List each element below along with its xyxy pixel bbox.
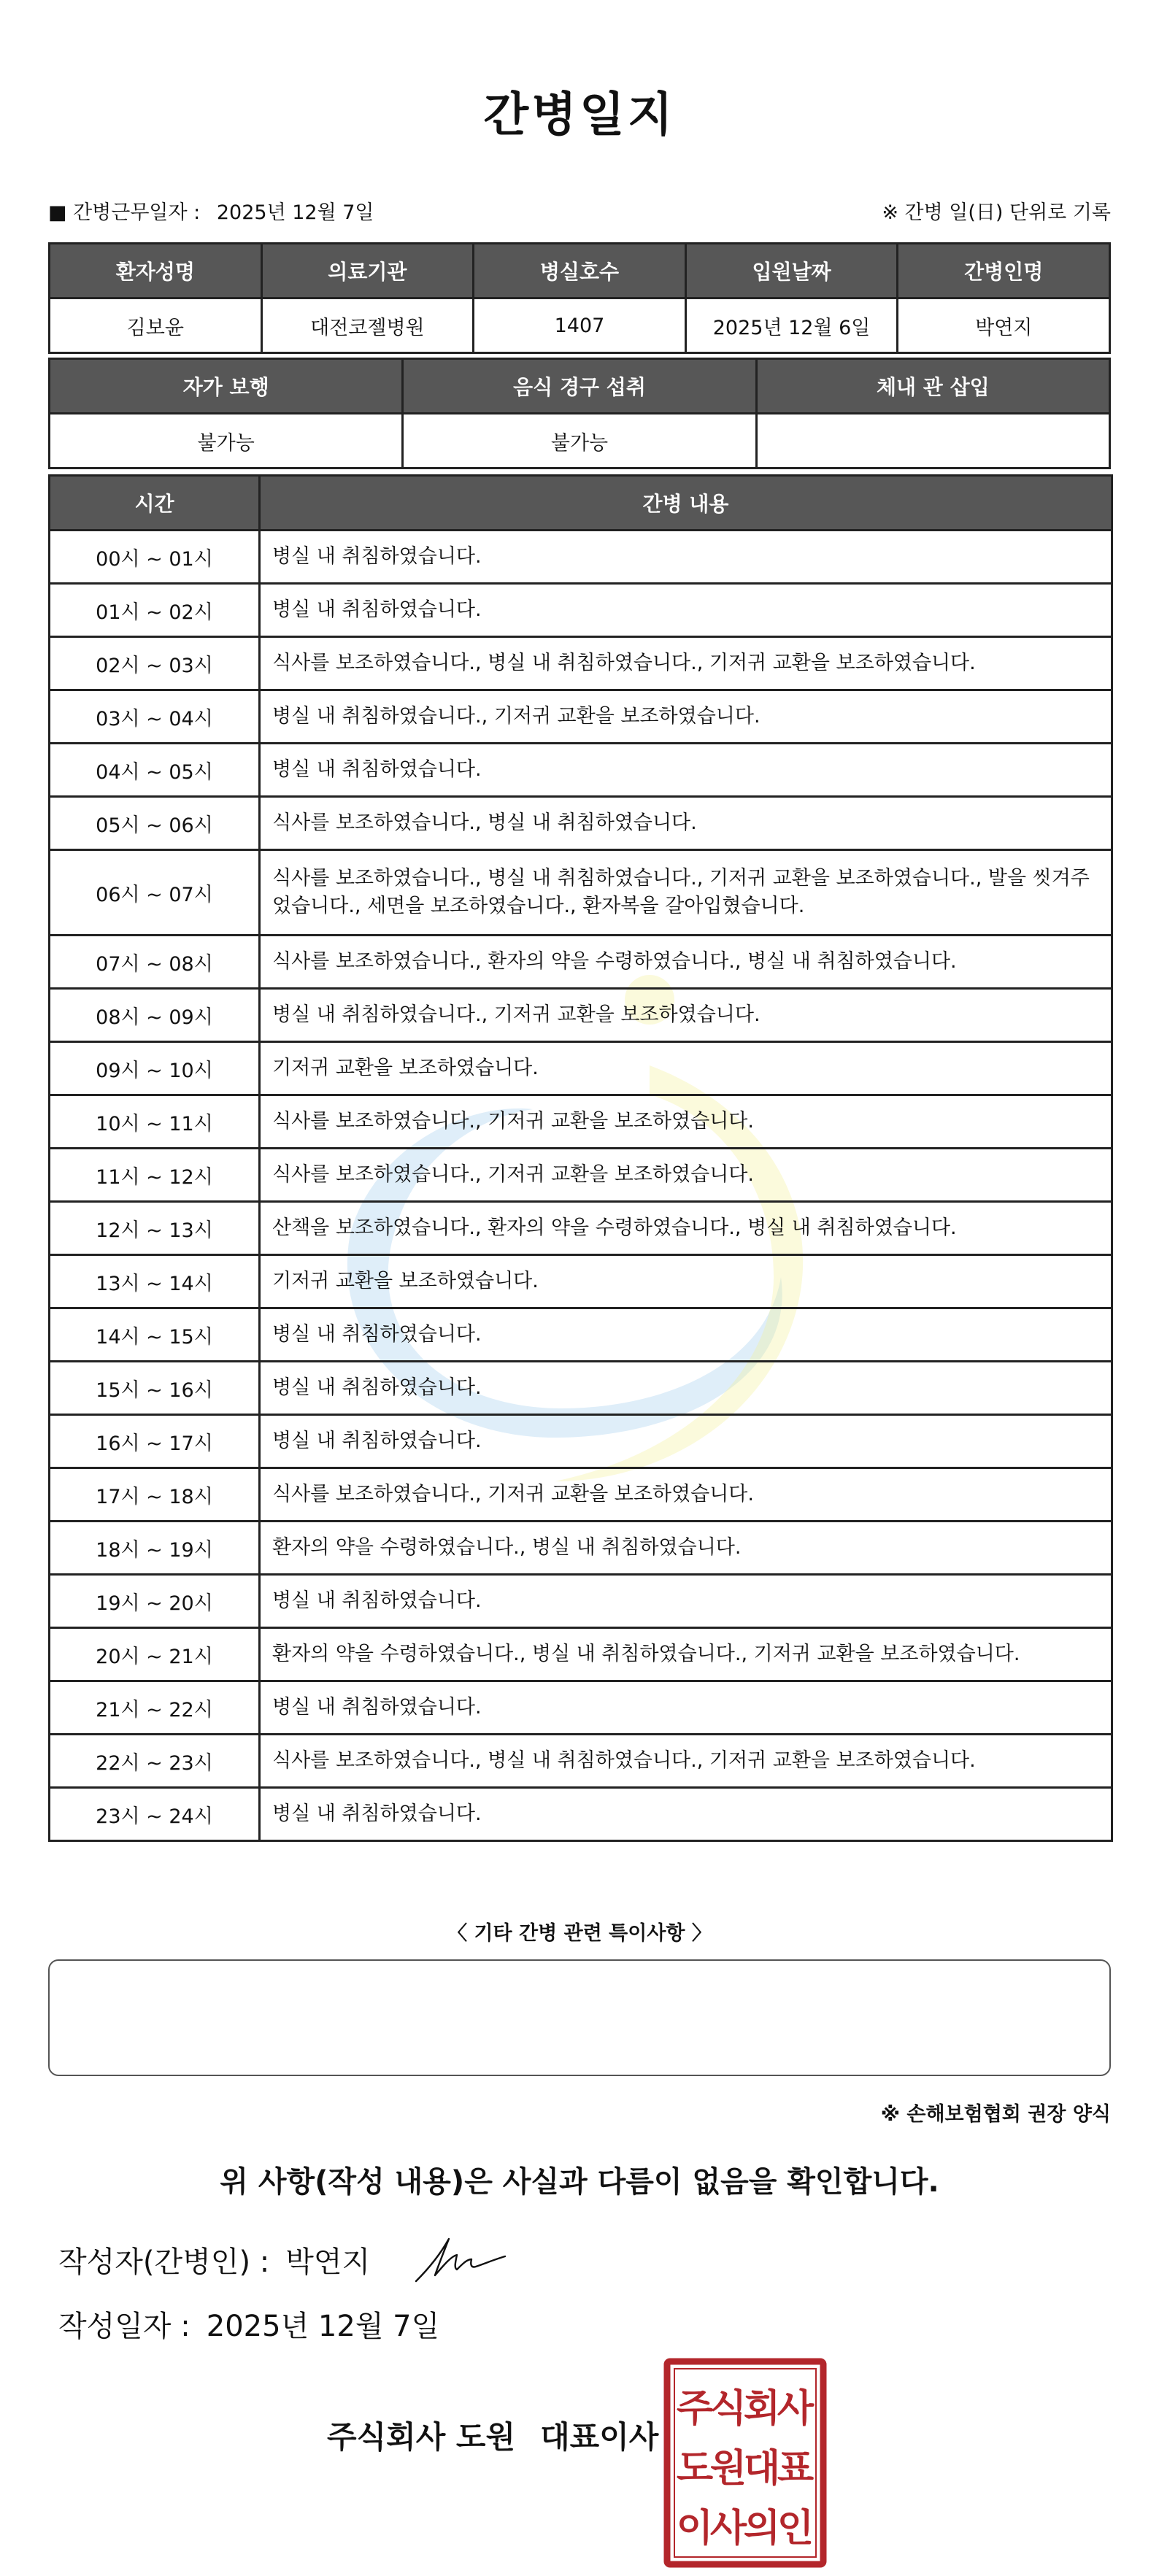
work-date-line (48, 198, 374, 228)
patient-info-header-row (50, 244, 1110, 298)
seal-character: 식 (709, 2387, 747, 2431)
care-log-row (50, 1681, 1112, 1735)
admission-date-value: 2025년 12월 6일 (685, 298, 898, 353)
writer-name: 박연지 (285, 2245, 371, 2279)
seal-character: 사 (777, 2387, 815, 2431)
care-log-time: 14시 ~ 15시 (50, 1308, 260, 1362)
care-log-content: 식사를 보조하였습니다., 병실 내 취침하였습니다., 기저귀 교환을 보조하였습니다. (260, 637, 1112, 690)
seal-character: 이 (676, 2507, 714, 2550)
care-log-time: 04시 ~ 05시 (50, 744, 260, 797)
care-log-content: 병실 내 취침하였습니다., 기저귀 교환을 보조하였습니다. (260, 690, 1112, 744)
care-log-time: 06시 ~ 07시 (50, 850, 260, 936)
oral-intake-value: 불가능 (403, 414, 756, 468)
patient-name-value: 김보윤 (50, 298, 262, 353)
seal-character: 사 (709, 2507, 747, 2550)
care-log-time: 09시 ~ 10시 (50, 1042, 260, 1095)
care-log-content: 식사를 보조하였습니다., 기저귀 교환을 보조하였습니다. (260, 1468, 1112, 1522)
care-log-time: 21시 ~ 22시 (50, 1681, 260, 1735)
care-log-content: 식사를 보조하였습니다., 병실 내 취침하였습니다. (260, 797, 1112, 850)
header-tube-insertion: 체내 관 삽입 (756, 359, 1109, 414)
care-log-time: 16시 ~ 17시 (50, 1415, 260, 1468)
care-log-row (50, 1149, 1112, 1202)
patient-status-header-row (50, 359, 1110, 414)
care-log-row (50, 1202, 1112, 1255)
care-log-row (50, 1308, 1112, 1362)
patient-info-table (48, 242, 1111, 354)
seal-characters (677, 2387, 815, 2550)
writer-line (58, 2240, 370, 2284)
care-log-content: 식사를 보조하였습니다., 병실 내 취침하였습니다., 기저귀 교환을 보조하였습니다. (260, 1735, 1112, 1788)
care-log-row (50, 1255, 1112, 1308)
care-log-content: 산책을 보조하였습니다., 환자의 약을 수령하였습니다., 병실 내 취침하였습니다. (260, 1202, 1112, 1255)
care-log-time: 22시 ~ 23시 (50, 1735, 260, 1788)
care-log-content: 병실 내 취침하였습니다. (260, 744, 1112, 797)
care-log-header-row (50, 476, 1112, 531)
care-log-content: 병실 내 취침하였습니다. (260, 1575, 1112, 1628)
header-time: 시간 (50, 476, 260, 531)
care-log-time: 01시 ~ 02시 (50, 584, 260, 637)
seal-character: 표 (777, 2447, 815, 2491)
care-log-row (50, 936, 1112, 989)
care-log-content: 병실 내 취침하였습니다. (260, 1415, 1112, 1468)
form-source-note: ※ 손해보험협회 권장 양식 (880, 2103, 1111, 2126)
care-log-time: 08시 ~ 09시 (50, 989, 260, 1042)
company-seal (663, 2357, 828, 2569)
care-log-time: 12시 ~ 13시 (50, 1202, 260, 1255)
header-patient-name: 환자성명 (50, 244, 262, 298)
care-log-content: 병실 내 취침하였습니다. (260, 1681, 1112, 1735)
seal-character: 회 (743, 2387, 781, 2431)
care-log-time: 07시 ~ 08시 (50, 936, 260, 989)
care-log-content: 병실 내 취침하였습니다. (260, 1308, 1112, 1362)
care-log-row (50, 1095, 1112, 1149)
seal-character: 주 (676, 2387, 714, 2431)
care-log-row (50, 1522, 1112, 1575)
care-log-row (50, 1468, 1112, 1522)
care-log-content: 병실 내 취침하였습니다. (260, 531, 1112, 584)
ceo-title: 대표이사 (540, 2419, 659, 2455)
remarks-box (48, 1959, 1111, 2076)
header-caregiver-name: 간병인명 (898, 244, 1110, 298)
care-log-content: 식사를 보조하였습니다., 기저귀 교환을 보조하였습니다. (260, 1149, 1112, 1202)
seal-character: 도 (676, 2447, 714, 2491)
care-log-time: 19시 ~ 20시 (50, 1575, 260, 1628)
document-title: 간병일지 (483, 88, 676, 142)
header-care-content: 간병 내용 (260, 476, 1112, 531)
seal-character: 인 (777, 2507, 815, 2550)
patient-info-value-row (50, 298, 1110, 353)
self-walking-value: 불가능 (50, 414, 403, 468)
care-log-time: 02시 ~ 03시 (50, 637, 260, 690)
care-log-row (50, 850, 1112, 936)
care-log-content: 식사를 보조하였습니다., 병실 내 취침하였습니다., 기저귀 교환을 보조하였습니다., 발을 씻겨주었습니다., 세면을 보조하였습니다., 환자복을 갈아입혔습니다. (260, 850, 1112, 936)
care-log-content: 기저귀 교환을 보조하였습니다. (260, 1042, 1112, 1095)
care-log-body (50, 531, 1112, 1841)
care-log-row (50, 690, 1112, 744)
caregiver-name-value: 박연지 (898, 298, 1110, 353)
care-log-row (50, 1575, 1112, 1628)
seal-character: 의 (743, 2507, 781, 2550)
work-date-value: 2025년 12월 7일 (216, 201, 374, 224)
care-log-time: 15시 ~ 16시 (50, 1362, 260, 1415)
care-log-time: 13시 ~ 14시 (50, 1255, 260, 1308)
care-log-time: 00시 ~ 01시 (50, 531, 260, 584)
care-log-time: 23시 ~ 24시 (50, 1788, 260, 1841)
header-admission-date: 입원날짜 (685, 244, 898, 298)
care-log-content: 병실 내 취침하였습니다. (260, 1788, 1112, 1841)
hospital-value: 대전코젤병원 (261, 298, 474, 353)
care-log-time: 05시 ~ 06시 (50, 797, 260, 850)
care-log-content: 병실 내 취침하였습니다. (260, 1362, 1112, 1415)
care-log-row (50, 1362, 1112, 1415)
care-log-row (50, 584, 1112, 637)
header-room-number: 병실호수 (474, 244, 686, 298)
care-log-content: 병실 내 취침하였습니다., 기저귀 교환을 보조하였습니다. (260, 989, 1112, 1042)
patient-status-table (48, 358, 1111, 469)
writer-label: 작성자(간병인) : (58, 2245, 270, 2279)
record-unit-note: ※ 간병 일(日) 단위로 기록 (882, 201, 1111, 224)
care-log-time: 03시 ~ 04시 (50, 690, 260, 744)
seal-character: 원 (709, 2447, 747, 2491)
care-log-content: 병실 내 취침하였습니다. (260, 584, 1112, 637)
care-log-content: 기저귀 교환을 보조하였습니다. (260, 1255, 1112, 1308)
care-log-content: 환자의 약을 수령하였습니다., 병실 내 취침하였습니다., 기저귀 교환을 보조하였습니다. (260, 1628, 1112, 1681)
care-log-time: 17시 ~ 18시 (50, 1468, 260, 1522)
care-log-row (50, 1628, 1112, 1681)
care-log-time: 11시 ~ 12시 (50, 1149, 260, 1202)
signature-mark (409, 2230, 511, 2288)
care-log-content: 식사를 보조하였습니다., 환자의 약을 수령하였습니다., 병실 내 취침하였습니다. (260, 936, 1112, 989)
care-log-time: 20시 ~ 21시 (50, 1628, 260, 1681)
write-date-line (58, 2305, 439, 2348)
care-log-row (50, 989, 1112, 1042)
care-log-row (50, 1788, 1112, 1841)
write-date-value: 2025년 12월 7일 (206, 2310, 440, 2343)
header-hospital: 의료기관 (261, 244, 474, 298)
company-name: 주식회사 도원 (327, 2419, 516, 2455)
header-oral-intake: 음식 경구 섭취 (403, 359, 756, 414)
write-date-label: 작성일자 : (58, 2310, 190, 2343)
seal-character: 대 (743, 2447, 781, 2491)
company-line (327, 2415, 658, 2459)
care-log-row (50, 1415, 1112, 1468)
care-log-row (50, 531, 1112, 584)
room-number-value: 1407 (474, 298, 686, 353)
care-log-row (50, 1042, 1112, 1095)
care-log-table (48, 474, 1113, 1842)
patient-status-value-row (50, 414, 1110, 468)
care-log-row (50, 637, 1112, 690)
confirmation-statement: 위 사항(작성 내용)은 사실과 다름이 없음을 확인합니다. (220, 2165, 939, 2199)
care-log-row (50, 797, 1112, 850)
care-log-time: 18시 ~ 19시 (50, 1522, 260, 1575)
care-log-content: 식사를 보조하였습니다., 기저귀 교환을 보조하였습니다. (260, 1095, 1112, 1149)
care-log-row (50, 1735, 1112, 1788)
header-self-walking: 자가 보행 (50, 359, 403, 414)
care-log-row (50, 744, 1112, 797)
tube-insertion-value (756, 414, 1109, 468)
care-log-time: 10시 ~ 11시 (50, 1095, 260, 1149)
care-log-content: 환자의 약을 수령하였습니다., 병실 내 취침하였습니다. (260, 1522, 1112, 1575)
work-date-label: ■ 간병근무일자 : (48, 201, 201, 224)
remarks-title: 〈 기타 간병 관련 특이사항 〉 (447, 1922, 712, 1945)
